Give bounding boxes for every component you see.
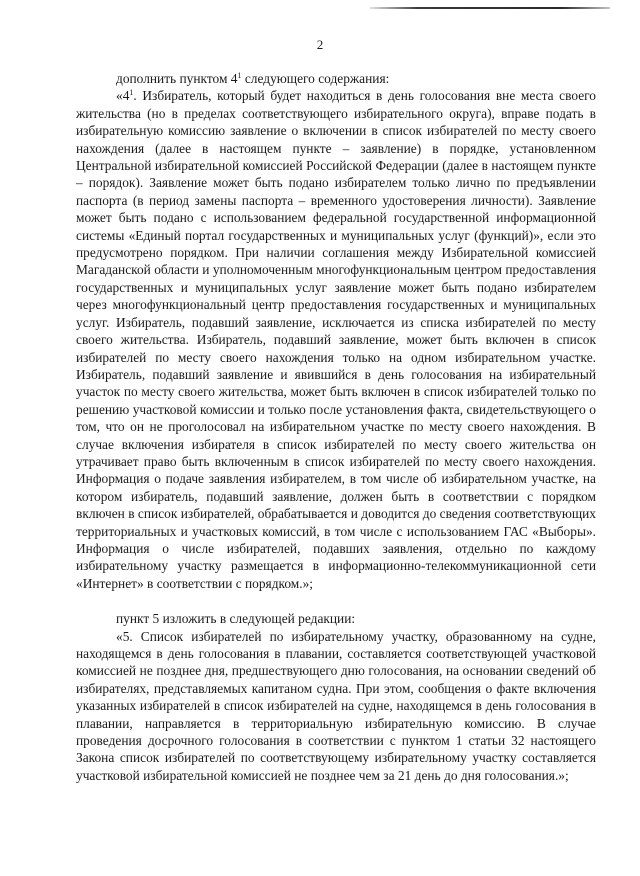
- page-number: 2: [316, 37, 324, 52]
- scan-edge-line: [370, 7, 610, 9]
- paragraph-text-continued: следующего содержания:: [241, 71, 390, 86]
- paragraph-text: пункт 5 изложить в следующей редакции:: [116, 611, 356, 627]
- amendment-instruction: [76, 610, 596, 627]
- paragraph-gap: [76, 592, 596, 610]
- superscript-number: 1: [129, 88, 134, 98]
- paragraph-text: «5. Список избирателей по избирательному участку, образованному на судне, находящемся в день голосования в плавании, составляется соответствующей участковой комиссией не позднее дня, предшествующего дню голосования, на основании сведений об избирателях, представляемых капитаном судна. При этом, сообщения о факте включения указанных избирателей в список избирателей на судне, находящемся в день голосования в плавании, направляется в территориальную избирательную комиссию. В случае проведения досрочного голосования в соответствии с пунктом 1 статьи 32 настоящего Закона список избирателей по соответствующему избирательному участку составляется участковой избирательной комиссией не позднее чем за 21 день до дня голосования.»;: [76, 628, 596, 783]
- paragraph-text-continued: . Избиратель, который будет находиться в день голосования вне места своего жительства (но в пределах соответствующего избирательного округа), вправе подать в избирательную комиссию заявление о включении в список избирателей по месту своего нахождения (далее в настоящем пункте – заявление) в порядке, установленном Центральной избирательной комиссией Российской Федерации (далее в настоящем пункте – порядок). Заявление может быть подано избирателем только лично по предъявлении паспорта (в период замены паспорта – временного удостоверения личности). Заявление может быть подано с использованием федеральной государственной информационной системы «Единый портал государственных и муниципальных услуг (функций)», если это предусмотрено порядком. При наличии соглашения между Избирательной комиссией Магаданской области и уполномоченным многофункциональным центром предоставления государственных и муниципальных услуг заявление может быть подано избирателем через многофункциональный центр предоставления государственных и муниципальных услуг. Избиратель, подавший заявление, исключается из списка избирателей по месту своего жительства. Избиратель, подавший заявление, может быть включен в список избирателей по месту своего нахождения только на одном избирательном участке. Избиратель, подавший заявление и явившийся в день голосования на избирательный участок по месту своего жительства, может быть включен в список избирателей только по решению участковой комиссии и только после установления факта, свидетельствующего о том, что он не проголосовал на избирательном участке по месту своего нахождения. В случае включения избирателя в список избирателей по месту своего жительства он утрачивает право быть включенным в список избирателей по месту своего нахождения. Информация о подаче заявления избирателем, в том числе об избирательном участке, на котором избиратель, подавший заявление, должен быть в соответствии с порядком включен в список избирателей, обрабатывается и доводится до сведения соответствующих территориальных и участковых комиссий, в том числе с использованием ГАС «Выборы». Информация о числе избирателей, подавших заявления, отдельно по каждому избирательному участку размещается в информационно-телекоммуникационной сети «Интернет» в соответствии с порядком.»;: [76, 88, 596, 591]
- amendment-clause: [76, 628, 596, 785]
- superscript-number: 1: [237, 71, 242, 80]
- amendment-instruction: [76, 70, 596, 87]
- document-body: [76, 70, 596, 784]
- paragraph-text: «4: [116, 88, 130, 104]
- paragraph-text: дополнить пунктом 4: [116, 71, 238, 86]
- amendment-clause: [76, 87, 596, 592]
